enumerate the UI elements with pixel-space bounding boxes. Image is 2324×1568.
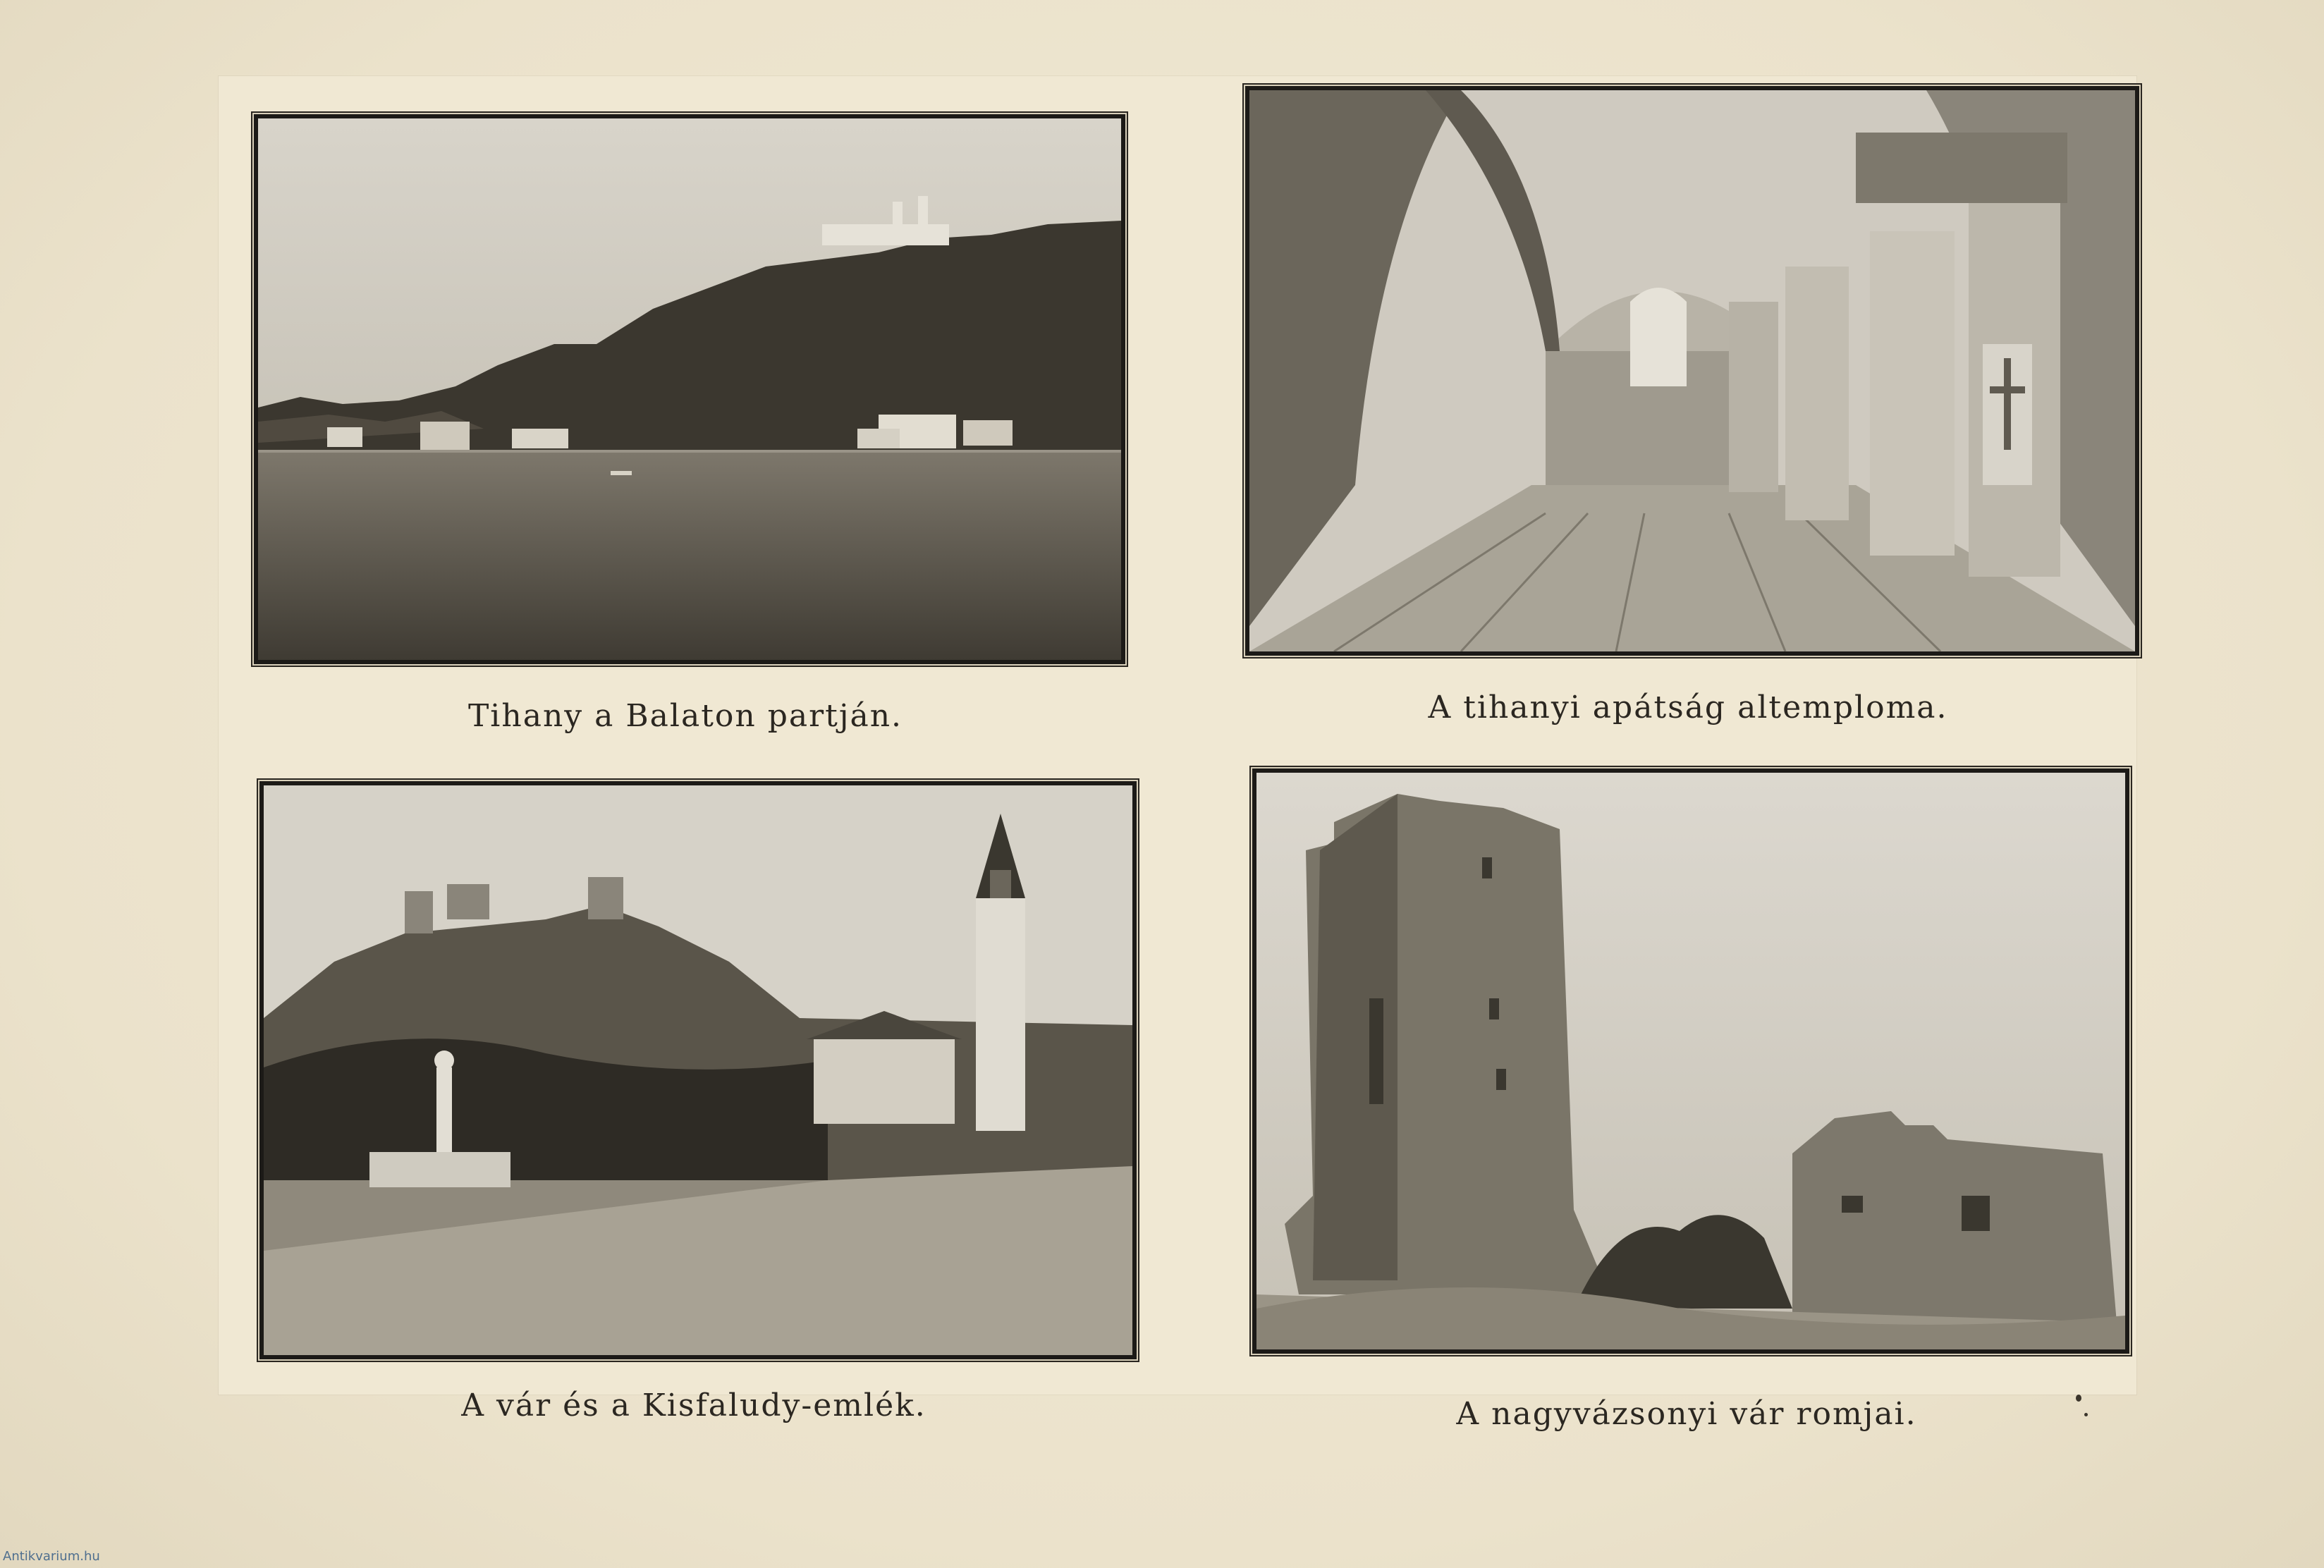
caption-ruins: A nagyvázsonyi vár romjai.: [1456, 1396, 1917, 1432]
ruins-illustration: [1256, 773, 2125, 1349]
watermark-text: Antikvarium.hu: [3, 1549, 100, 1564]
crypt-illustration: [1249, 90, 2135, 651]
photo-tihany: [254, 114, 1125, 664]
photo-ruins: [1252, 768, 2129, 1354]
caption-tihany: Tihany a Balaton partján.: [467, 698, 903, 734]
photo-castle: [259, 781, 1137, 1359]
ink-speck: [2084, 1413, 2088, 1416]
photo-crypt: [1245, 86, 2139, 656]
castle-illustration: [264, 785, 1132, 1355]
ink-speck: [2076, 1395, 2081, 1402]
caption-crypt: A tihanyi apátság altemploma.: [1428, 690, 1948, 725]
caption-castle: A vár és a Kisfaludy-emlék.: [461, 1388, 926, 1423]
tihany-illustration: [258, 118, 1121, 660]
